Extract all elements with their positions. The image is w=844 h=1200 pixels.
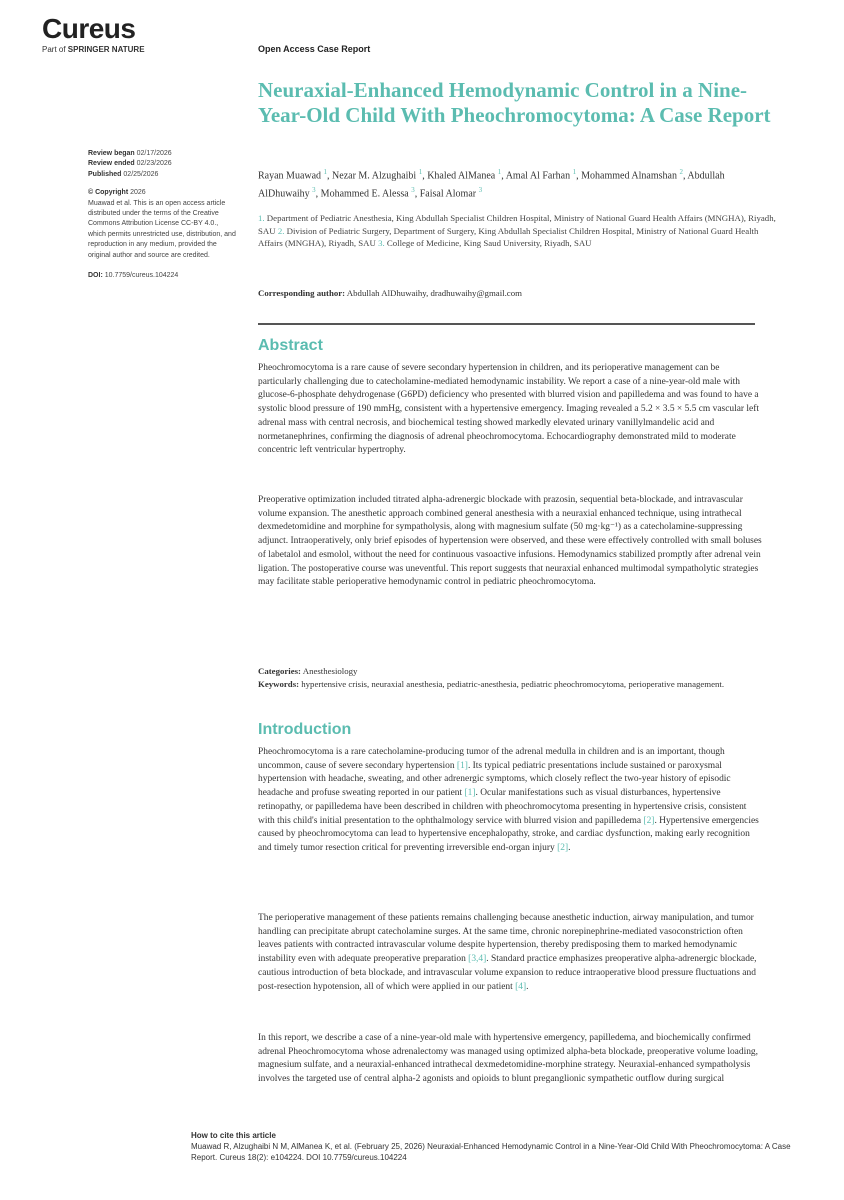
article-type: Open Access Case Report [258, 44, 371, 54]
affiliation-text: Division of Pediatric Surgery, Department of Surgery, King Abdullah Specialist Children Hospital, Ministry of National Guard Health Affairs (MNGHA), Riyadh, SAU [258, 225, 759, 249]
paragraph-text: . [526, 981, 529, 992]
author-name[interactable]: Abdullah AlDhuwaihy [258, 170, 725, 200]
paragraph-text: . Hypertensive emergencies caused by pheochromocytoma can lead to hypertensive encephalopathy, stroke, and cardiac dysfunction, making early recognition and timely tumor resection critical for preventing irreversible end-organ injury [258, 815, 759, 853]
affiliation-text: College of Medicine, King Saud University, Riyadh, SAU [384, 238, 592, 249]
paragraph-text: . Ocular manifestations such as visual disturbances, hypertensive retinopathy, or papilledema have been described in children with pheochromocytoma presenting in hypertensive crisis, consistent with this child's initial presentation to the ophthalmology service with blurred vision and papilledema [258, 788, 747, 826]
paragraph-text: The perioperative management of these patients remains challenging because anesthetic induction, airway manipulation, and tumor handling can precipitate abrupt catecholamine surges. At the same time, chronic norepinephrine-mediated vasoconstriction often leaves patients with contracted intravascular volume despite hypertension, thereby predisposing them to marked hemodynamic instability even with adequate preoperative preparation [258, 913, 754, 965]
author-name[interactable]: Mohammed Alnamshan [581, 170, 677, 182]
citation-link[interactable]: [3,4] [468, 954, 487, 965]
affiliation-number: 1. [258, 213, 265, 223]
citation-link[interactable]: [1] [456, 760, 468, 771]
author-name[interactable]: Khaled AlManea [427, 170, 496, 182]
categories-text: Anesthesiology [301, 666, 358, 676]
keywords-text: hypertensive crisis, neuraxial anesthesia, pediatric-anesthesia, pediatric pheochromocytoma, perioperative management. [299, 679, 725, 689]
review-began-label: Review began [88, 150, 135, 157]
affiliation-number: 2. [277, 225, 285, 236]
review-ended [88, 159, 238, 169]
author-name[interactable]: Faisal Alomar [419, 188, 477, 200]
keywords [258, 678, 763, 690]
corresponding-author [258, 288, 778, 298]
author-affiliation-number: 1 [418, 168, 423, 176]
logo-sub-brand: SPRINGER NATURE [67, 45, 145, 54]
how-to-cite-heading: How to cite this article [191, 1131, 276, 1140]
author-name[interactable]: Rayan Muawad [258, 170, 322, 182]
author-affiliation-number: 1 [572, 168, 577, 176]
citation-link[interactable]: [4] [515, 981, 527, 992]
paragraph-text: . Standard practice emphasizes preoperative alpha-adrenergic blockade, cautious introduction of beta blockade, and intravascular volume expansion to reduce intraoperative blood pressure fluctuations and post-resection hypotension, all of which were applied in our patient [258, 954, 757, 992]
corresponding-label: Corresponding author: [258, 288, 346, 298]
introduction-heading: Introduction [258, 721, 352, 738]
logo-wordmark: Cureus [42, 13, 136, 44]
author-affiliation-number: 1 [497, 168, 502, 176]
review-began-date: 02/17/2026 [136, 150, 172, 157]
author-name[interactable]: Nezar M. Alzughaibi [332, 170, 417, 182]
review-began [88, 149, 238, 159]
corresponding-text: Abdullah AlDhuwaihy, dradhuwaihy@gmail.com [345, 288, 522, 298]
author-affiliation-number: 3 [312, 186, 316, 195]
author-affiliation-number: 3 [411, 186, 415, 195]
abstract-heading: Abstract [258, 337, 323, 354]
paragraph-text: Pheochromocytoma is a rare catecholamine-producing tumor of the adrenal medulla in children and is an important, though uncommon, cause of severe secondary hypertension [258, 747, 725, 771]
doi-label: DOI: [88, 272, 103, 280]
copyright-year: 2026 [130, 189, 146, 197]
article-sidebar [88, 149, 238, 281]
copyright [88, 188, 238, 198]
author-name[interactable]: Mohammed E. Alessa [320, 188, 409, 200]
categories-label: Categories: [258, 666, 301, 676]
citation-text: Muawad R, Alzughaibi N M, AlManea K, et al. (February 25, 2026) Neuraxial-Enhanced Hemodynamic Control in a Nine-Year-Old Child With Pheochromocytoma: A Case Report. Cureus 18(2): e104224. DOI 10.7759/cureus.104224 [191, 1142, 791, 1162]
author-affiliation-number: 3 [478, 186, 483, 195]
published-label: Published [88, 170, 122, 178]
doi[interactable] [88, 271, 238, 281]
affiliation-text: Department of Pediatric Anesthesia, King Abdullah Specialist Children Hospital, Ministry of National Guard Health Affairs (MNGHA), Riyadh, SAU [258, 213, 776, 236]
article-title: Neuraxial-Enhanced Hemodynamic Control in a Nine-Year-Old Child With Pheochromocytoma: A Case Report [258, 78, 771, 127]
introduction-paragraph-2 [258, 912, 763, 994]
author-name[interactable]: Amal Al Farhan [505, 170, 571, 182]
abstract-paragraph-2: Preoperative optimization included titrated alpha-adrenergic blockade with prazosin, sequential beta-blockade, and intravascular volume expansion. The anesthetic approach combined general anesthesia with a neuraxial enhanced technique, using intrathecal dexmedetomidine and morphine for sympatholysis, along with magnesium sulfate (50 mg·kg⁻¹) as a catecholamine-suppressing adjunct. Intraoperatively, only brief episodes of hypertension were observed, and these were effectively controlled with small boluses of labetalol and esmolol, without the need for continuous vasoactive infusions. Hemodynamics stabilized promptly after adrenal vein ligation. The postoperative course was uneventful. This report suggests that neuraxial enhanced multimodal sympatholytic strategies may facilitate stable perioperative hemodynamic control in pediatric pheochromocytoma. [258, 495, 762, 588]
author-affiliation-number: 2 [679, 168, 683, 176]
published [88, 170, 238, 180]
divider [258, 323, 755, 325]
citation-link[interactable]: [2] [643, 815, 655, 826]
introduction-paragraph-3: In this report, we describe a case of a nine-year-old male with hypertensive emergency, papilledema, and biochemically confirmed adrenal Pheochromocytoma whose adrenalectomy was managed using optimized alpha-beta blockade, preoperative volume loading, magnesium sulfate, and a neuraxial-enhanced intrathecal dexmedetomidine-morphine strategy. Neuraxial-enhanced sympatholysis involves the targeted use of central alpha-2 agonists and opioids to blunt preganglionic sympathetic outflow during surgical [258, 1033, 759, 1085]
how-to-cite [191, 1130, 791, 1163]
affiliation-number: 3. [378, 238, 385, 249]
keywords-label: Keywords: [258, 679, 300, 689]
abstract-paragraph-1: Pheochromocytoma is a rare cause of severe secondary hypertension in children, and its perioperative management can be particularly challenging due to catecholamine-mediated hemodynamic instability. We report a case of a nine-year-old male with glucose-6-phosphate dehydrogenase (G6PD) deficiency who presented with blurred vision and papilledema and was found to have a systolic blood pressure of 190 mmHg, consistent with a hypertensive emergency. Imaging revealed a 5.2 × 3.5 × 5.5 cm vascular left adrenal mass with central necrosis, and biochemical testing showed markedly elevated urinary vanillylmandelic acid and normetanephrines, confirming the diagnosis of adrenal pheochromocytoma. Echocardiography demonstrated mild to moderate concentric left ventricular hypertrophy. [258, 363, 760, 456]
license-text: Muawad et al. This is an open access article distributed under the terms of the Creative Commons Attribution License CC-BY 4.0., which permits unrestricted use, distribution, and reproduction in any medium, provided the original author and source are credited. [88, 199, 236, 259]
logo-sub-prefix: Part of [42, 45, 68, 54]
affiliations [258, 212, 778, 250]
paragraph-text: . Its typical pediatric presentations include sustained or paroxysmal hypertension with headache, sweating, and other adrenergic symptoms, which closely reflect the two-year history of episodic headache and profuse sweating reported in our patient [258, 760, 731, 799]
citation-link[interactable]: [1] [464, 788, 476, 799]
copyright-label: © Copyright [88, 189, 129, 197]
cureus-logo[interactable] [42, 14, 145, 54]
logo-subtitle [42, 45, 145, 54]
author-list: Rayan Muawad $^1$, Nezar M. Alzughaibi $^1$, Khaled AlManea $^1$, Amal Al Farhan $^1$, Mohammed Alnamshan $^2$, Abdullah AlDhuwaihy $^3$, Mohammed E. Alessa $^3$, Faisal Alomar $^3$ [258, 168, 725, 200]
review-ended-date: 02/23/2026 [136, 160, 172, 168]
categories [258, 665, 763, 677]
paragraph-text: . [568, 842, 571, 853]
doi-value[interactable]: 10.7759/cureus.104224 [104, 272, 179, 280]
published-date: 02/25/2026 [123, 170, 159, 178]
citation-link[interactable]: [2] [557, 842, 569, 853]
author-affiliation-number: 1 [323, 168, 328, 176]
review-ended-label: Review ended [88, 160, 135, 168]
introduction-paragraph-1 [258, 746, 763, 856]
